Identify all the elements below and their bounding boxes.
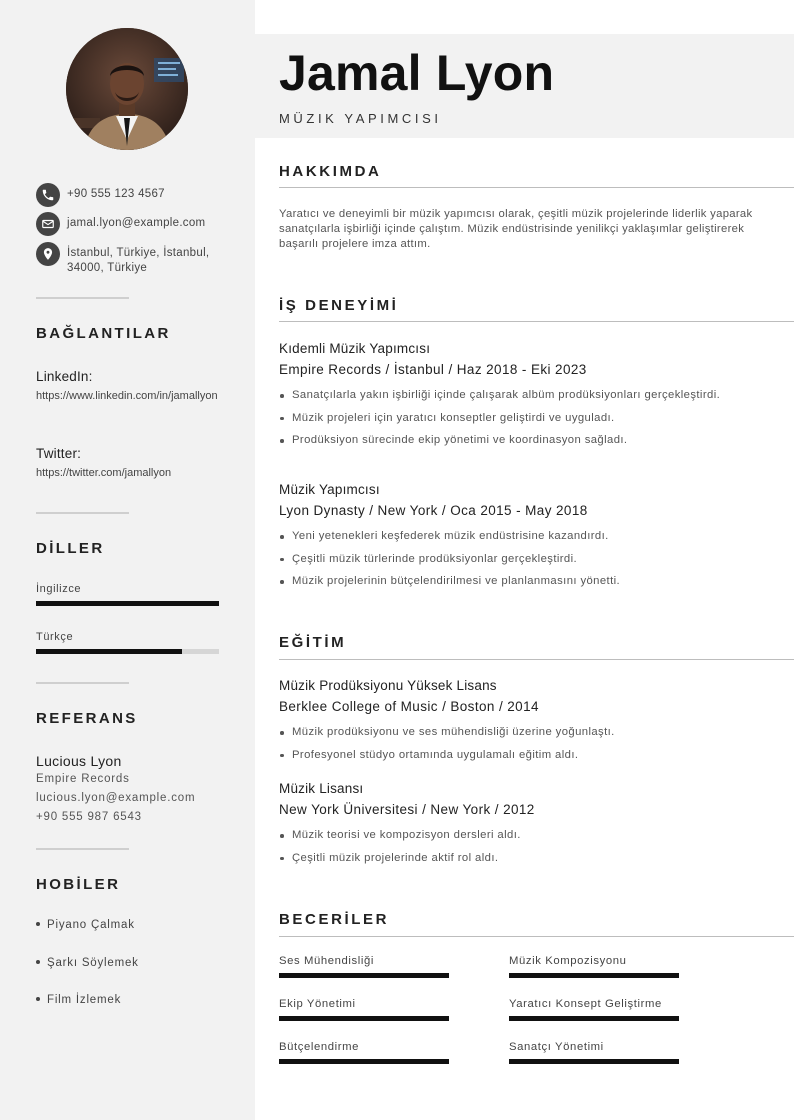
contact-address [36, 242, 222, 276]
skill-bar-fill [279, 1016, 449, 1021]
skill-label: Yaratıcı Konsept Geliştirme [509, 998, 662, 1010]
skill-item [509, 955, 679, 978]
address-text: İstanbul, Türkiye, İstanbul, 34000, Türkiye [67, 247, 210, 274]
reference-phone: +90 555 987 6543 [36, 811, 142, 823]
person-name: Jamal Lyon [279, 45, 555, 101]
skill-bar [509, 1016, 679, 1021]
job-bullets [279, 529, 749, 597]
education-entry-title: Müzik Prodüksiyonu Yüksek Lisans [279, 678, 497, 693]
section-rule [279, 321, 794, 322]
skill-label: Ses Mühendisliği [279, 955, 374, 967]
sidebar-divider [36, 682, 129, 684]
linkedin-label: LinkedIn: [36, 369, 93, 384]
section-rule [279, 659, 794, 660]
sidebar-divider [36, 297, 129, 299]
reference-email: lucious.lyon@example.com [36, 792, 196, 804]
hobby-label: Şarkı Söylemek [47, 957, 139, 969]
skill-label: Müzik Kompozisyonu [509, 955, 627, 967]
twitter-link[interactable]: https://twitter.com/jamallyon [36, 467, 172, 479]
language-bar-fill [36, 601, 219, 606]
skill-item [509, 1041, 679, 1064]
education-heading: EĞİTİM [279, 634, 347, 651]
hobby-item [36, 919, 135, 931]
list-item: Müzik teorisi ve kompozisyon dersleri aldı. [279, 828, 749, 843]
map-pin-icon [36, 242, 60, 266]
skill-label: Sanatçı Yönetimi [509, 1041, 604, 1053]
twitter-label: Twitter: [36, 446, 82, 461]
section-rule [279, 936, 794, 937]
skill-label: Bütçelendirme [279, 1041, 360, 1053]
job-title: MÜZIK YAPIMCISI [279, 111, 442, 126]
about-heading: HAKKIMDA [279, 163, 382, 180]
skill-item [279, 998, 449, 1021]
skill-item [279, 1041, 449, 1064]
hobby-item [36, 994, 121, 1006]
envelope-icon [36, 212, 60, 236]
education-entry-subtitle: Berklee College of Music / Boston / 2014 [279, 699, 539, 714]
language-bar-english [36, 601, 219, 606]
job-bullets [279, 388, 749, 456]
contact-phone [36, 183, 227, 207]
main-content [255, 0, 794, 1120]
skill-bar [509, 1059, 679, 1064]
skill-item [279, 955, 449, 978]
skills-heading: BECERİLER [279, 911, 390, 928]
languages-heading: DİLLER [36, 540, 105, 557]
phone-icon [36, 183, 60, 207]
list-item: Müzik projelerinin bütçelendirilmesi ve planlanmasını yönetti. [279, 574, 749, 589]
education-entry-subtitle: New York Üniversitesi / New York / 2012 [279, 802, 535, 817]
language-label-turkish: Türkçe [36, 631, 74, 643]
linkedin-link[interactable]: https://www.linkedin.com/in/jamallyon [36, 390, 218, 402]
links-heading: BAĞLANTILAR [36, 325, 171, 342]
language-label-english: İngilizce [36, 583, 82, 595]
sidebar [0, 0, 255, 1120]
education-entry-title: Müzik Lisansı [279, 781, 364, 796]
language-bar-fill [36, 649, 182, 654]
skill-bar-fill [509, 973, 679, 978]
list-item: Yeni yetenekleri keşfederek müzik endüstrisine kazandırdı. [279, 529, 749, 544]
education-bullets [279, 725, 749, 770]
skill-bar [279, 1016, 449, 1021]
language-bar-turkish [36, 649, 219, 654]
hobby-label: Film İzlemek [47, 994, 122, 1006]
job-entry-subtitle: Empire Records / İstanbul / Haz 2018 - Eki 2023 [279, 362, 587, 377]
email-text: jamal.lyon@example.com [67, 217, 206, 229]
profile-photo [66, 28, 188, 150]
list-item: Profesyonel stüdyo ortamında uygulamalı eğitim aldı. [279, 748, 749, 763]
list-item: Sanatçılarla yakın işbirliği içinde çalışarak albüm prodüksiyonları gerçekleştirdi. [279, 388, 749, 403]
skill-item [509, 998, 679, 1021]
hobbies-heading: HOBİLER [36, 876, 121, 893]
job-entry-title: Müzik Yapımcısı [279, 482, 380, 497]
list-item: Müzik prodüksiyonu ve ses mühendisliği üzerine yoğunlaştı. [279, 725, 749, 740]
skill-bar-fill [279, 973, 449, 978]
skill-bar-fill [279, 1059, 449, 1064]
reference-company: Empire Records [36, 773, 130, 785]
list-item: Çeşitli müzik türlerinde prodüksiyonlar gerçekleştirdi. [279, 552, 749, 567]
skill-bar [279, 973, 449, 978]
job-entry-subtitle: Lyon Dynasty / New York / Oca 2015 - May 2018 [279, 503, 588, 518]
skill-bar-fill [509, 1059, 679, 1064]
education-bullets [279, 828, 749, 873]
skill-label: Ekip Yönetimi [279, 998, 356, 1010]
list-item: Çeşitli müzik projelerinde aktif rol aldı. [279, 851, 749, 866]
sidebar-divider [36, 512, 129, 514]
skill-bar-fill [509, 1016, 679, 1021]
list-item: Müzik projeleri için yaratıcı konseptler geliştirdi ve uyguladı. [279, 411, 749, 426]
phone-text: +90 555 123 4567 [67, 188, 165, 200]
list-item: Prodüksiyon sürecinde ekip yönetimi ve koordinasyon sağladı. [279, 433, 749, 448]
references-heading: REFERANS [36, 710, 138, 727]
hobby-item [36, 957, 139, 969]
hobby-label: Piyano Çalmak [47, 919, 135, 931]
skill-bar [279, 1059, 449, 1064]
about-text: Yaratıcı ve deneyimli bir müzik yapımcısı olarak, çeşitli müzik projelerinde liderlik yaparak sanatçılarla işbirliği içinde çalıştım. Müzik endüstrisinde yenilikçi yaklaşımlar geliştirerek başarılı projelere imza attım. [279, 208, 753, 250]
contact-email [36, 212, 227, 236]
reference-name: Lucious Lyon [36, 753, 122, 769]
job-entry-title: Kıdemli Müzik Yapımcısı [279, 341, 431, 356]
experience-heading: İŞ DENEYİMİ [279, 297, 399, 314]
skill-bar [509, 973, 679, 978]
sidebar-divider [36, 848, 129, 850]
section-rule [279, 187, 794, 188]
